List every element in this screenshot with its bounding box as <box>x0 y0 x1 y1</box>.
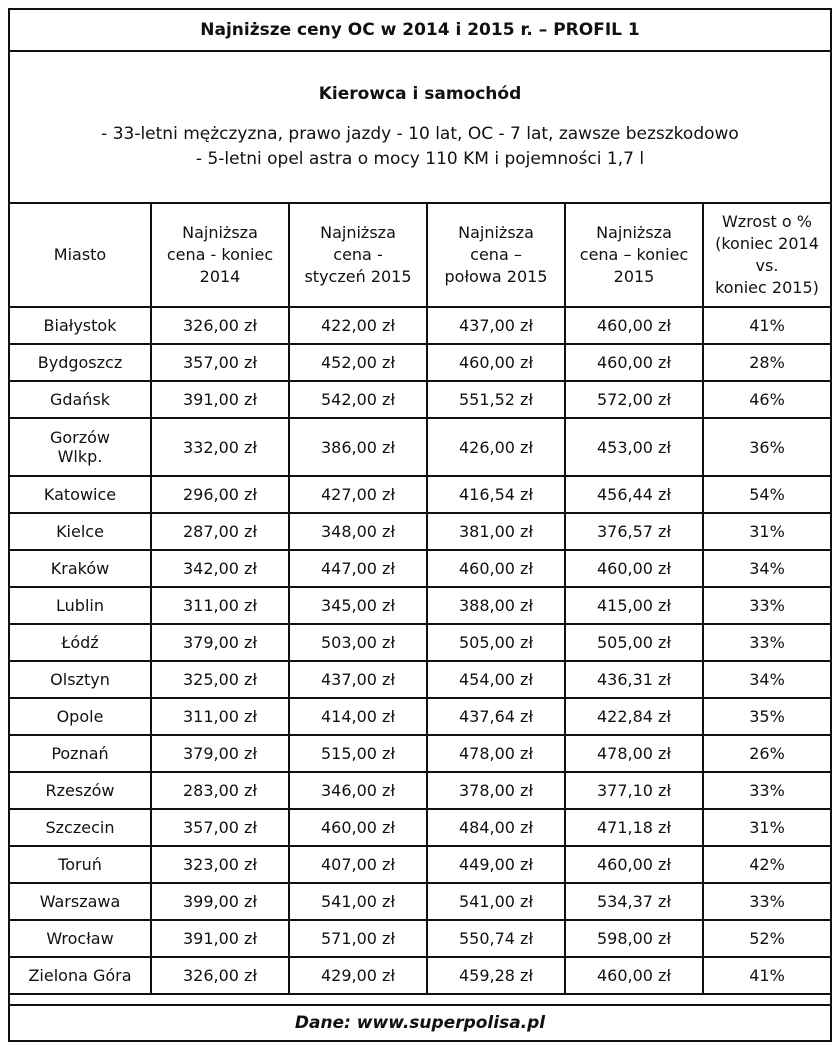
growth-cell: 26% <box>703 735 830 772</box>
growth-cell: 36% <box>703 418 830 476</box>
column-header-line: cena - koniec <box>166 245 274 264</box>
growth-cell: 33% <box>703 587 830 624</box>
price-cell: 460,00 zł <box>565 846 703 883</box>
column-header-line: vs. <box>755 256 779 275</box>
table-row <box>10 513 830 550</box>
city-cell: Bydgoszcz <box>10 344 151 381</box>
price-cell: 378,00 zł <box>427 772 565 809</box>
table-row <box>10 772 830 809</box>
city-cell: Białystok <box>10 307 151 344</box>
column-header <box>10 204 151 307</box>
price-cell: 407,00 zł <box>289 846 427 883</box>
table-row <box>10 735 830 772</box>
table-row <box>10 381 830 418</box>
column-header-line: Najniższa <box>182 223 258 242</box>
price-cell: 456,44 zł <box>565 476 703 513</box>
column-header-line: 2014 <box>199 267 241 286</box>
price-cell: 505,00 zł <box>427 624 565 661</box>
price-cell: 399,00 zł <box>151 883 289 920</box>
growth-cell: 33% <box>703 772 830 809</box>
price-cell: 484,00 zł <box>427 809 565 846</box>
price-cell: 460,00 zł <box>427 344 565 381</box>
price-cell: 437,00 zł <box>289 661 427 698</box>
city-cell: Gdańsk <box>10 381 151 418</box>
price-cell: 598,00 zł <box>565 920 703 957</box>
column-header <box>427 204 565 307</box>
city-cell: Szczecin <box>10 809 151 846</box>
price-cell: 416,54 zł <box>427 476 565 513</box>
table-row <box>10 883 830 920</box>
price-cell: 460,00 zł <box>565 957 703 994</box>
price-cell: 311,00 zł <box>151 587 289 624</box>
page-title: Najniższe ceny OC w 2014 i 2015 r. – PROFIL 1 <box>10 10 830 52</box>
price-table <box>10 204 830 995</box>
price-cell: 478,00 zł <box>427 735 565 772</box>
table-row <box>10 624 830 661</box>
city-cell: Rzeszów <box>10 772 151 809</box>
price-cell: 391,00 zł <box>151 920 289 957</box>
price-cell: 449,00 zł <box>427 846 565 883</box>
price-cell: 571,00 zł <box>289 920 427 957</box>
price-cell: 471,18 zł <box>565 809 703 846</box>
price-cell: 427,00 zł <box>289 476 427 513</box>
table-header-row <box>10 204 830 307</box>
column-header <box>151 204 289 307</box>
city-cell: Opole <box>10 698 151 735</box>
table-row <box>10 587 830 624</box>
price-cell: 332,00 zł <box>151 418 289 476</box>
column-header-line: Wzrost o % <box>721 212 812 231</box>
table-row <box>10 550 830 587</box>
price-cell: 296,00 zł <box>151 476 289 513</box>
price-cell: 437,64 zł <box>427 698 565 735</box>
price-cell: 376,57 zł <box>565 513 703 550</box>
price-cell: 345,00 zł <box>289 587 427 624</box>
city-cell: Kraków <box>10 550 151 587</box>
source-footer: Dane: www.superpolisa.pl <box>10 1004 830 1040</box>
price-cell: 452,00 zł <box>289 344 427 381</box>
intro-heading: Kierowca i samochód <box>318 84 522 104</box>
column-header-line: Miasto <box>53 245 107 264</box>
table-row <box>10 418 830 476</box>
column-header <box>565 204 703 307</box>
column-header-line: Najniższa <box>458 223 534 242</box>
column-header-line: cena – koniec <box>579 245 689 264</box>
table-row <box>10 661 830 698</box>
city-cell: Warszawa <box>10 883 151 920</box>
price-cell: 379,00 zł <box>151 735 289 772</box>
column-header-line: Najniższa <box>320 223 396 242</box>
table-row <box>10 809 830 846</box>
price-cell: 381,00 zł <box>427 513 565 550</box>
table-row <box>10 307 830 344</box>
price-cell: 348,00 zł <box>289 513 427 550</box>
growth-cell: 35% <box>703 698 830 735</box>
city-cell: Katowice <box>10 476 151 513</box>
price-cell: 326,00 zł <box>151 957 289 994</box>
price-cell: 357,00 zł <box>151 344 289 381</box>
table-row <box>10 846 830 883</box>
price-cell: 453,00 zł <box>565 418 703 476</box>
price-cell: 422,84 zł <box>565 698 703 735</box>
city-cell: Lublin <box>10 587 151 624</box>
column-header <box>289 204 427 307</box>
city-cell: Gorzów Wlkp. <box>10 418 151 476</box>
price-cell: 541,00 zł <box>427 883 565 920</box>
price-cell: 386,00 zł <box>289 418 427 476</box>
intro-box <box>10 52 830 204</box>
price-cell: 357,00 zł <box>151 809 289 846</box>
growth-cell: 52% <box>703 920 830 957</box>
column-header-line: połowa 2015 <box>444 267 548 286</box>
price-cell: 478,00 zł <box>565 735 703 772</box>
price-cell: 342,00 zł <box>151 550 289 587</box>
price-cell: 422,00 zł <box>289 307 427 344</box>
growth-cell: 31% <box>703 809 830 846</box>
growth-cell: 31% <box>703 513 830 550</box>
growth-cell: 46% <box>703 381 830 418</box>
price-cell: 311,00 zł <box>151 698 289 735</box>
document-frame <box>8 8 832 1042</box>
price-cell: 550,74 zł <box>427 920 565 957</box>
column-header-line: 2015 <box>613 267 655 286</box>
table-row <box>10 957 830 994</box>
price-cell: 534,37 zł <box>565 883 703 920</box>
price-cell: 388,00 zł <box>427 587 565 624</box>
table-row <box>10 920 830 957</box>
growth-cell: 41% <box>703 957 830 994</box>
price-cell: 460,00 zł <box>565 307 703 344</box>
table-row <box>10 698 830 735</box>
price-cell: 505,00 zł <box>565 624 703 661</box>
column-header-line: styczeń 2015 <box>304 267 412 286</box>
growth-cell: 34% <box>703 661 830 698</box>
intro-line-1: - 33-letni mężczyzna, prawo jazdy - 10 lat, OC - 7 lat, zawsze bezszkodowo <box>101 124 739 144</box>
column-header-line: (koniec 2014 <box>715 234 819 253</box>
price-cell: 541,00 zł <box>289 883 427 920</box>
city-cell: Olsztyn <box>10 661 151 698</box>
price-cell: 459,28 zł <box>427 957 565 994</box>
price-cell: 460,00 zł <box>427 550 565 587</box>
column-header-line: Najniższa <box>596 223 672 242</box>
table-body <box>10 307 830 994</box>
price-cell: 391,00 zł <box>151 381 289 418</box>
price-cell: 283,00 zł <box>151 772 289 809</box>
column-header-line: koniec 2015) <box>715 278 819 297</box>
growth-cell: 41% <box>703 307 830 344</box>
price-cell: 426,00 zł <box>427 418 565 476</box>
price-cell: 447,00 zł <box>289 550 427 587</box>
table-row <box>10 476 830 513</box>
city-cell: Łódź <box>10 624 151 661</box>
price-cell: 379,00 zł <box>151 624 289 661</box>
growth-cell: 42% <box>703 846 830 883</box>
intro-line-2: - 5-letni opel astra o mocy 110 KM i pojemności 1,7 l <box>195 149 645 169</box>
growth-cell: 54% <box>703 476 830 513</box>
city-cell: Zielona Góra <box>10 957 151 994</box>
price-cell: 414,00 zł <box>289 698 427 735</box>
price-cell: 454,00 zł <box>427 661 565 698</box>
price-cell: 287,00 zł <box>151 513 289 550</box>
price-cell: 323,00 zł <box>151 846 289 883</box>
price-cell: 437,00 zł <box>427 307 565 344</box>
price-cell: 572,00 zł <box>565 381 703 418</box>
column-header-line: cena - <box>333 245 383 264</box>
growth-cell: 33% <box>703 624 830 661</box>
price-cell: 460,00 zł <box>565 550 703 587</box>
price-cell: 460,00 zł <box>565 344 703 381</box>
price-cell: 377,10 zł <box>565 772 703 809</box>
growth-cell: 34% <box>703 550 830 587</box>
growth-cell: 28% <box>703 344 830 381</box>
price-cell: 346,00 zł <box>289 772 427 809</box>
price-cell: 503,00 zł <box>289 624 427 661</box>
column-header <box>703 204 830 307</box>
city-cell: Wrocław <box>10 920 151 957</box>
column-header-line: cena – <box>470 245 522 264</box>
city-cell: Poznań <box>10 735 151 772</box>
price-cell: 460,00 zł <box>289 809 427 846</box>
price-cell: 429,00 zł <box>289 957 427 994</box>
price-cell: 515,00 zł <box>289 735 427 772</box>
table-row <box>10 344 830 381</box>
price-cell: 325,00 zł <box>151 661 289 698</box>
price-cell: 551,52 zł <box>427 381 565 418</box>
growth-cell: 33% <box>703 883 830 920</box>
price-cell: 436,31 zł <box>565 661 703 698</box>
price-cell: 326,00 zł <box>151 307 289 344</box>
city-cell: Toruń <box>10 846 151 883</box>
price-cell: 542,00 zł <box>289 381 427 418</box>
city-cell: Kielce <box>10 513 151 550</box>
price-cell: 415,00 zł <box>565 587 703 624</box>
